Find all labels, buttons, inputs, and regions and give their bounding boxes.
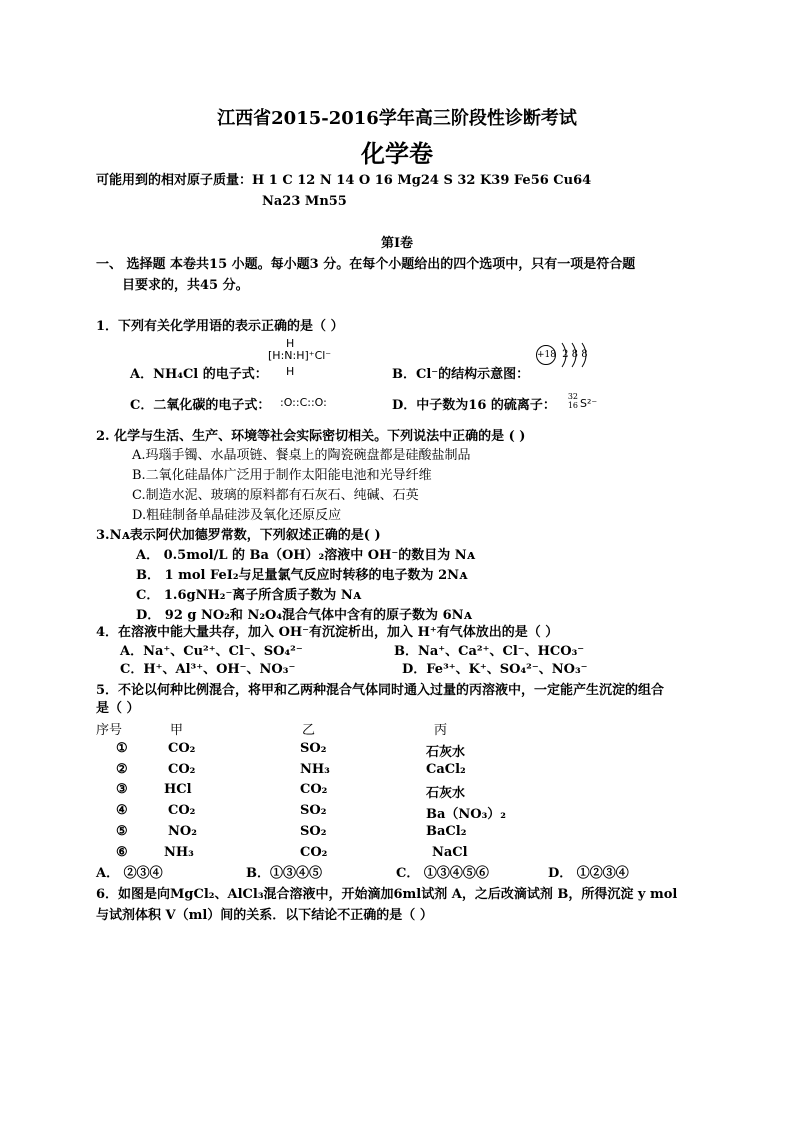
part1-instructions-line-1: 一、 选择题 本卷共15 小题。每小题3 分。在每个小题给出的四个选项中，只有一项是符合题 xyxy=(96,257,636,272)
q5-option-b: B．①③④⑤ xyxy=(246,866,322,881)
q2-option-b: B.二氧化硅晶体广泛用于制作太阳能电池和光导纤维 xyxy=(132,468,432,483)
table-header-yi: 乙 xyxy=(302,723,316,738)
q4-option-c: C．H⁺、Al³⁺、OH⁻、NO₃⁻ xyxy=(120,662,296,677)
q1-a-bottom-h: H xyxy=(286,365,295,378)
q4-stem: 4．在溶液中能大量共存，加入 OH⁻有沉淀析出，加入 H⁺有气体放出的是（ ） xyxy=(96,625,559,640)
volume-heading: 第Ⅰ卷 xyxy=(380,236,414,251)
table-cell: ② xyxy=(116,762,128,777)
table-header-jia: 甲 xyxy=(170,723,184,738)
atomic-mass-line-2: Na23 Mn55 xyxy=(262,194,347,209)
q1-option-c: C．二氧化碳的电子式： xyxy=(130,398,271,413)
table-cell: CaCl₂ xyxy=(426,762,466,777)
table-header-index: 序号 xyxy=(96,723,123,738)
table-cell: CO₂ xyxy=(168,741,196,756)
table-cell: NO₂ xyxy=(168,824,197,839)
q3-option-c: C． 1.6gNH₂⁻离子所含质子数为 Nᴀ xyxy=(136,588,362,603)
q4-option-d: D．Fe³⁺、K⁺、SO₄²⁻、NO₃⁻ xyxy=(402,662,588,677)
q1-a-electron-formula: [H:N:H]⁺Cl⁻ xyxy=(268,349,332,362)
table-cell: ⑥ xyxy=(116,845,128,860)
table-cell: ⑤ xyxy=(116,824,128,839)
nucleus-circle: +18 xyxy=(536,345,556,365)
q1-option-d: D．中子数为16 的硫离子： xyxy=(392,398,556,413)
q5-option-c: C． ①③④⑤⑥ xyxy=(396,866,489,881)
table-cell: ③ xyxy=(116,782,128,797)
mass-number: 32 xyxy=(567,392,578,401)
table-cell: Ba（NO₃）₂ xyxy=(426,807,507,822)
q1-a-top-h: H xyxy=(286,337,295,350)
q6-stem-line-2: 与试剂体积 V（ml）间的关系．以下结论不正确的是（ ） xyxy=(96,908,433,923)
q5-option-d: D． ①②③④ xyxy=(548,866,629,881)
table-cell: SO₂ xyxy=(300,824,327,839)
q2-stem: 2. 化学与生活、生产、环境等社会实际密切相关。下列说法中正确的是 ( ) xyxy=(96,429,526,444)
q1-d-symbol: S²⁻ xyxy=(580,397,598,410)
table-cell: HCl xyxy=(164,782,192,797)
q1-option-b: B．Cl⁻的结构示意图： xyxy=(392,367,530,382)
table-cell: NH₃ xyxy=(164,845,194,860)
table-cell: ④ xyxy=(116,803,128,818)
q1-d-isotope xyxy=(564,392,578,410)
part1-instructions-line-2: 目要求的，共45 分。 xyxy=(122,278,249,293)
table-cell: 石灰水 xyxy=(426,786,466,801)
q5-stem-line-1: 5．不论以何种比例混合，将甲和乙两种混合气体同时通入过量的丙溶液中，一定能产生沉淀的组合 xyxy=(96,683,665,698)
table-cell: SO₂ xyxy=(300,741,327,756)
q4-option-a: A．Na⁺、Cu²⁺、Cl⁻、SO₄²⁻ xyxy=(120,644,303,659)
q2-option-a: A.玛瑙手镯、水晶项链、餐桌上的陶瓷碗盘都是硅酸盐制品 xyxy=(132,448,471,463)
q6-stem-line-1: 6．如图是向MgCl₂、AlCl₃混合溶液中，开始滴加6ml试剂 A，之后改滴试剂 B，所得沉淀 y mol xyxy=(96,887,678,902)
q3-stem: 3.Nᴀ表示阿伏加德罗常数，下列叙述正确的是( ) xyxy=(96,528,381,543)
q3-option-d: D． 92 g NO₂和 N₂O₄混合气体中含有的原子数为 6Nᴀ xyxy=(136,608,472,623)
electron-shells: 2 8 8 xyxy=(562,349,588,360)
table-cell: BaCl₂ xyxy=(426,824,467,839)
exam-subtitle: 化学卷 xyxy=(361,139,433,168)
exam-title: 江西省2015-2016学年高三阶段性诊断考试 xyxy=(217,108,577,129)
shell-arcs-icon xyxy=(556,341,596,369)
table-cell: CO₂ xyxy=(168,803,196,818)
atomic-mass-line-1: 可能用到的相对原子质量：H 1 C 12 N 14 O 16 Mg24 S 32 K39 Fe56 Cu64 xyxy=(96,173,592,188)
table-cell: CO₂ xyxy=(300,845,328,860)
table-cell: CO₂ xyxy=(300,782,328,797)
q3-option-b: B． 1 mol FeI₂与足量氯气反应时转移的电子数为 2Nᴀ xyxy=(136,568,468,583)
table-cell: ① xyxy=(116,741,128,756)
q1-stem: 1．下列有关化学用语的表示正确的是（ ） xyxy=(96,319,344,334)
table-cell: NH₃ xyxy=(300,762,330,777)
atomic-number: 16 xyxy=(567,401,578,410)
q2-option-c: C.制造水泥、玻璃的原料都有石灰石、纯碱、石英 xyxy=(132,488,419,503)
table-cell: NaCl xyxy=(432,845,468,860)
q2-option-d: D.粗硅制备单晶硅涉及氧化还原反应 xyxy=(132,508,342,523)
q5-stem-line-2: 是（ ） xyxy=(96,701,140,716)
q4-option-b: B．Na⁺、Ca²⁺、Cl⁻、HCO₃⁻ xyxy=(394,644,585,659)
q3-option-a: A． 0.5mol/L 的 Ba（OH）₂溶液中 OH⁻的数目为 Nᴀ xyxy=(136,548,475,563)
table-cell: CO₂ xyxy=(168,762,196,777)
q1-c-electron-formula: :O::C::O: xyxy=(280,396,327,409)
table-header-bing: 丙 xyxy=(434,723,448,738)
table-cell: SO₂ xyxy=(300,803,327,818)
table-cell: 石灰水 xyxy=(426,745,466,760)
q1-option-a: A．NH₄Cl 的电子式： xyxy=(130,367,268,382)
q5-option-a: A． ②③④ xyxy=(96,866,163,881)
chlorine-ion-diagram xyxy=(536,345,588,365)
